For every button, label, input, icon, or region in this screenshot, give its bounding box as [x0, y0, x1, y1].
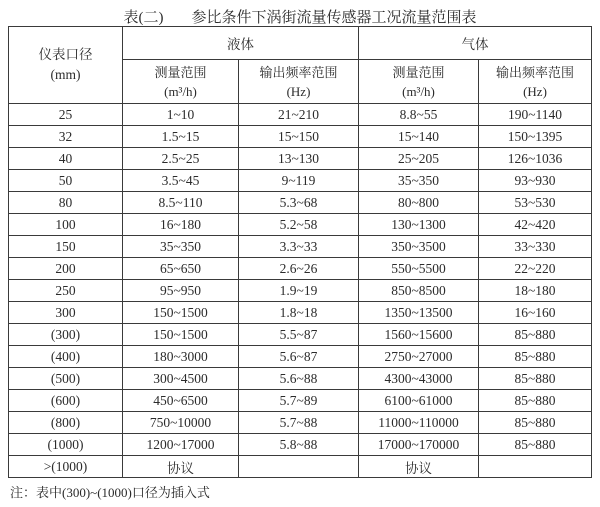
table-row — [9, 346, 592, 368]
liquid-frequency-cell: 2.6~26 — [239, 258, 359, 280]
table-body — [9, 104, 592, 478]
header-gas-frequency-unit: (Hz) — [523, 83, 547, 99]
table-row — [9, 302, 592, 324]
liquid-range-cell: 150~1500 — [123, 302, 239, 324]
table-header — [9, 27, 592, 104]
gas-range-cell: 协议 — [359, 456, 479, 478]
gas-frequency-cell: 93~930 — [479, 170, 592, 192]
gas-range-cell: 11000~110000 — [359, 412, 479, 434]
gas-frequency-cell: 190~1140 — [479, 104, 592, 126]
liquid-range-cell: 450~6500 — [123, 390, 239, 412]
gas-range-cell: 2750~27000 — [359, 346, 479, 368]
gas-frequency-cell: 85~880 — [479, 390, 592, 412]
table-footnote: 注：表中(300)~(1000)口径为插入式 — [10, 485, 210, 500]
gas-frequency-cell: 33~330 — [479, 236, 592, 258]
gas-range-cell: 35~350 — [359, 170, 479, 192]
liquid-frequency-cell: 3.3~33 — [239, 236, 359, 258]
table-row — [9, 126, 592, 148]
gas-frequency-cell: 16~160 — [479, 302, 592, 324]
header-liquid-frequency — [239, 60, 359, 104]
diameter-cell: 100 — [9, 214, 123, 236]
gas-frequency-cell: 126~1036 — [479, 148, 592, 170]
diameter-cell: 40 — [9, 148, 123, 170]
header-gas-frequency-label: 输出频率范围 — [495, 64, 574, 80]
liquid-range-cell: 1.5~15 — [123, 126, 239, 148]
table-row — [9, 104, 592, 126]
gas-frequency-cell: 85~880 — [479, 368, 592, 390]
table-row — [9, 324, 592, 346]
table-row — [9, 214, 592, 236]
gas-frequency-cell: 42~420 — [479, 214, 592, 236]
header-gas-measure-unit: (m³/h) — [402, 83, 435, 99]
liquid-range-cell: 300~4500 — [123, 368, 239, 390]
liquid-frequency-cell: 13~130 — [239, 148, 359, 170]
table-row — [9, 456, 592, 478]
liquid-range-cell: 协议 — [123, 456, 239, 478]
diameter-cell: 250 — [9, 280, 123, 302]
header-liquid-measure-unit: (m³/h) — [164, 83, 197, 99]
liquid-range-cell: 180~3000 — [123, 346, 239, 368]
liquid-range-cell: 750~10000 — [123, 412, 239, 434]
liquid-frequency-cell: 1.8~18 — [239, 302, 359, 324]
gas-range-cell: 550~5500 — [359, 258, 479, 280]
diameter-cell: (500) — [9, 368, 123, 390]
gas-range-cell: 1350~13500 — [359, 302, 479, 324]
liquid-frequency-cell: 9~119 — [239, 170, 359, 192]
table-row — [9, 148, 592, 170]
diameter-cell: >(1000) — [9, 456, 123, 478]
liquid-frequency-cell: 5.3~68 — [239, 192, 359, 214]
table-row — [9, 258, 592, 280]
gas-frequency-cell: 22~220 — [479, 258, 592, 280]
diameter-cell: (800) — [9, 412, 123, 434]
table-row — [9, 390, 592, 412]
header-gas-measure-label: 测量范围 — [392, 64, 445, 80]
gas-frequency-cell — [479, 456, 592, 478]
liquid-range-cell: 65~650 — [123, 258, 239, 280]
liquid-range-cell: 1200~17000 — [123, 434, 239, 456]
page-title — [0, 0, 600, 26]
gas-frequency-cell: 85~880 — [479, 324, 592, 346]
gas-frequency-cell: 18~180 — [479, 280, 592, 302]
gas-range-cell: 6100~61000 — [359, 390, 479, 412]
header-diameter-unit: (mm) — [50, 67, 81, 82]
diameter-cell: 50 — [9, 170, 123, 192]
liquid-range-cell: 2.5~25 — [123, 148, 239, 170]
diameter-cell: 80 — [9, 192, 123, 214]
table-row — [9, 170, 592, 192]
header-diameter-label: 仪表口径 — [38, 47, 93, 62]
diameter-cell: (300) — [9, 324, 123, 346]
liquid-frequency-cell: 5.5~87 — [239, 324, 359, 346]
liquid-range-cell: 150~1500 — [123, 324, 239, 346]
table-row — [9, 280, 592, 302]
table-row — [9, 412, 592, 434]
gas-range-cell: 850~8500 — [359, 280, 479, 302]
diameter-cell: (1000) — [9, 434, 123, 456]
diameter-cell: 150 — [9, 236, 123, 258]
header-liquid-measure — [123, 60, 239, 104]
liquid-range-cell: 3.5~45 — [123, 170, 239, 192]
diameter-cell: 32 — [9, 126, 123, 148]
header-liquid-group: 液体 — [123, 27, 359, 60]
table-number-label: 表(二) — [123, 10, 164, 26]
diameter-cell: 25 — [9, 104, 123, 126]
liquid-frequency-cell: 1.9~19 — [239, 280, 359, 302]
diameter-cell: (400) — [9, 346, 123, 368]
gas-frequency-cell: 85~880 — [479, 412, 592, 434]
gas-frequency-cell: 150~1395 — [479, 126, 592, 148]
liquid-frequency-cell — [239, 456, 359, 478]
header-diameter — [9, 27, 123, 104]
header-gas-measure — [359, 60, 479, 104]
liquid-range-cell: 35~350 — [123, 236, 239, 258]
gas-range-cell: 8.8~55 — [359, 104, 479, 126]
gas-frequency-cell: 53~530 — [479, 192, 592, 214]
gas-range-cell: 350~3500 — [359, 236, 479, 258]
liquid-frequency-cell: 21~210 — [239, 104, 359, 126]
liquid-range-cell: 1~10 — [123, 104, 239, 126]
gas-range-cell: 4300~43000 — [359, 368, 479, 390]
header-liquid-measure-label: 测量范围 — [154, 64, 207, 80]
liquid-frequency-cell: 5.8~88 — [239, 434, 359, 456]
table-row — [9, 434, 592, 456]
liquid-frequency-cell: 5.6~87 — [239, 346, 359, 368]
liquid-range-cell: 95~950 — [123, 280, 239, 302]
diameter-cell: 200 — [9, 258, 123, 280]
liquid-frequency-cell: 15~150 — [239, 126, 359, 148]
liquid-frequency-cell: 5.7~88 — [239, 412, 359, 434]
gas-frequency-cell: 85~880 — [479, 434, 592, 456]
liquid-frequency-cell: 5.7~89 — [239, 390, 359, 412]
diameter-cell: 300 — [9, 302, 123, 324]
gas-range-cell: 25~205 — [359, 148, 479, 170]
liquid-range-cell: 16~180 — [123, 214, 239, 236]
gas-range-cell: 17000~170000 — [359, 434, 479, 456]
header-gas-frequency — [479, 60, 592, 104]
diameter-cell: (600) — [9, 390, 123, 412]
flow-range-table — [8, 26, 592, 478]
header-liquid-frequency-label: 输出频率范围 — [259, 64, 338, 80]
table-row — [9, 192, 592, 214]
gas-range-cell: 130~1300 — [359, 214, 479, 236]
table-title-text: 参比条件下涡街流量传感器工况流量范围表 — [191, 10, 477, 26]
gas-range-cell: 80~800 — [359, 192, 479, 214]
header-gas-group: 气体 — [359, 27, 592, 60]
liquid-range-cell: 8.5~110 — [123, 192, 239, 214]
table-row — [9, 368, 592, 390]
gas-frequency-cell: 85~880 — [479, 346, 592, 368]
gas-range-cell: 1560~15600 — [359, 324, 479, 346]
gas-range-cell: 15~140 — [359, 126, 479, 148]
liquid-frequency-cell: 5.2~58 — [239, 214, 359, 236]
header-liquid-frequency-unit: (Hz) — [286, 83, 311, 99]
table-row — [9, 236, 592, 258]
liquid-frequency-cell: 5.6~88 — [239, 368, 359, 390]
